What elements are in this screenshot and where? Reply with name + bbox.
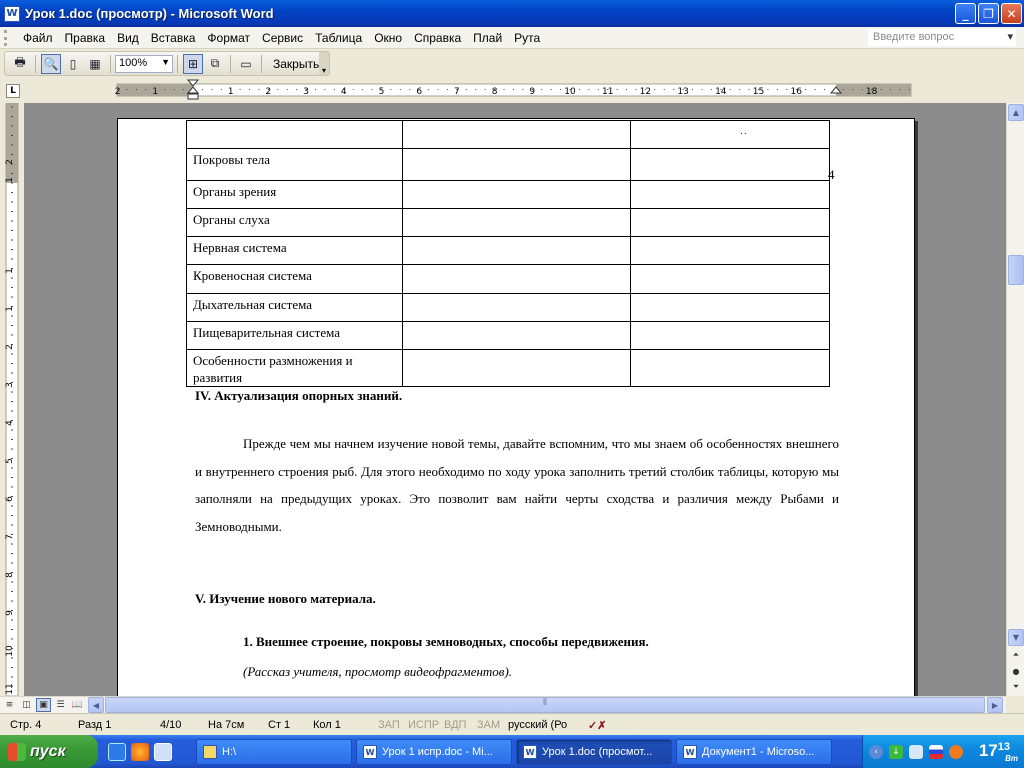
ruler-label: 6 [5, 496, 15, 502]
system-tray [862, 735, 1024, 768]
quicklaunch-explorer-icon[interactable] [108, 743, 126, 761]
ruler-label: 16 [790, 87, 802, 97]
taskbar-item-doc3[interactable] [676, 739, 832, 765]
print-preview-toolbar [0, 49, 1024, 77]
start-button[interactable] [0, 735, 98, 768]
close-preview-button[interactable]: Закрыть [273, 56, 320, 71]
menu-bar [0, 27, 1024, 49]
full-screen-icon[interactable]: ▭ [240, 56, 252, 71]
table-cell[interactable]: Органы зрения [187, 181, 403, 209]
table-cell[interactable] [631, 149, 830, 181]
table-cell[interactable] [403, 350, 631, 387]
task-label: Урок 1.doc (просмот... [542, 746, 653, 758]
table-row [187, 149, 830, 181]
ruler-label: 1 [5, 177, 15, 183]
table-cell[interactable] [631, 294, 830, 322]
zoom-value: 100% [119, 56, 148, 69]
menu-file[interactable]: Файл [23, 30, 53, 45]
menu-ruta[interactable]: Рута [514, 30, 541, 45]
status-extend[interactable]: ВДП [444, 719, 467, 731]
ruler-label: 1 [5, 268, 15, 274]
folder-icon [203, 745, 217, 759]
vertical-ruler[interactable] [0, 103, 24, 696]
ruler-label: 14 [715, 87, 727, 97]
scroll-right-button[interactable]: ▶ [987, 697, 1003, 713]
zoom-select[interactable] [115, 55, 173, 73]
table-row [187, 265, 830, 294]
ruler-label: 2 [114, 87, 121, 97]
spelling-status-icon[interactable]: ✓✗ [588, 720, 607, 732]
print-layout-icon[interactable]: ▣ [36, 698, 51, 712]
toolbar-options-icon[interactable]: ▾ [319, 52, 329, 75]
ruler-label: 8 [5, 572, 15, 578]
table-cell[interactable]: Покровы тела [187, 149, 403, 181]
scroll-left-button[interactable]: ◀ [88, 697, 104, 713]
quicklaunch-firefox-icon[interactable] [131, 743, 149, 761]
table-row [187, 121, 830, 149]
table-cell[interactable]: Особенности размножения и развития [187, 350, 403, 387]
ruler-label: 10 [5, 645, 15, 657]
ruler-label: 4 [5, 420, 15, 426]
taskbar-item-folder[interactable] [196, 739, 352, 765]
status-track-changes[interactable]: ИСПР [408, 719, 440, 731]
ask-question-input[interactable] [868, 29, 1016, 46]
ruler-label: 11 [5, 683, 15, 695]
table-row [187, 181, 830, 209]
subheading: 1. Внешнее строение, покровы земноводных, способы передвижения. [243, 634, 649, 649]
status-record[interactable]: ЗАП [378, 719, 400, 731]
comparison-table [186, 120, 830, 387]
multiple-pages-icon[interactable]: ▦ [89, 56, 101, 71]
ruler-label: 12 [639, 87, 652, 97]
menu-window[interactable]: Окно [374, 30, 403, 45]
table-cell[interactable] [631, 209, 830, 237]
ruler-label: 5 [5, 458, 15, 464]
table-dots: .. [740, 127, 748, 137]
ruler-label: 3 [303, 87, 309, 97]
table-cell[interactable] [403, 149, 631, 181]
previous-page-icon[interactable]: ⏶ [1012, 650, 1020, 659]
taskbar-item-doc1[interactable] [356, 739, 512, 765]
table-cell[interactable]: Кровеносная система [187, 265, 403, 294]
table-cell[interactable] [403, 294, 631, 322]
word-doc-icon: W [683, 745, 697, 759]
ruler-label: 10 [564, 87, 576, 97]
table-cell[interactable] [403, 181, 631, 209]
quicklaunch-desktop-icon[interactable] [154, 743, 172, 761]
table-row [187, 350, 830, 387]
horizontal-scrollbar[interactable] [0, 696, 1006, 713]
table-cell[interactable]: Нервная система [187, 237, 403, 265]
menu-view[interactable]: Вид [117, 30, 139, 45]
ruler-label: 13 [677, 87, 689, 97]
windows-logo-icon [8, 743, 26, 761]
scroll-up-button[interactable]: ▲ [1008, 104, 1024, 121]
table-cell[interactable]: Органы слуха [187, 209, 403, 237]
select-browse-object-icon[interactable]: ● [1012, 666, 1020, 676]
table-cell[interactable] [631, 237, 830, 265]
table-cell[interactable] [187, 121, 403, 149]
table-row [187, 237, 830, 265]
view-ruler-icon[interactable]: ⊞ [183, 54, 203, 74]
ruler-label: 1 [227, 87, 234, 97]
ruler-label: 8 [491, 87, 498, 97]
separator [177, 55, 178, 73]
ask-question-placeholder: Введите вопрос [873, 31, 955, 43]
clock[interactable] [978, 741, 1018, 763]
scroll-down-button[interactable]: ▼ [1008, 629, 1024, 646]
ruler-label: 1 [152, 87, 159, 97]
status-page: Стр. 4 [10, 719, 42, 731]
horizontal-scroll-thumb[interactable]: ⦀ [105, 697, 985, 713]
page-number: 4 [828, 167, 835, 182]
menu-grip-icon[interactable] [4, 30, 14, 46]
table-row [187, 209, 830, 237]
ruler-label: 11 [601, 87, 614, 97]
print-icon[interactable]: 🖶 [14, 55, 26, 69]
ruler-label: 7 [5, 534, 15, 540]
taskbar [0, 735, 1024, 768]
tray-app-icon[interactable] [949, 745, 963, 759]
scroll-corner [1006, 696, 1024, 713]
status-column: Кол 1 [313, 719, 341, 731]
magnifier-icon[interactable]: 🔍 [41, 54, 61, 74]
task-label: H:\ [222, 746, 237, 758]
table-cell[interactable] [631, 265, 830, 294]
document-page[interactable] [117, 118, 915, 696]
menu-edit[interactable]: Правка [64, 30, 106, 45]
status-section: Разд 1 [78, 719, 112, 731]
restore-button[interactable]: ❐ [978, 3, 999, 24]
ruler-label: 18 [865, 87, 878, 97]
menu-insert[interactable]: Вставка [150, 30, 196, 45]
task-label: Документ1 - Microso... [702, 746, 815, 758]
one-page-icon[interactable]: ▯ [69, 56, 77, 71]
menu-tools[interactable]: Сервис [262, 30, 304, 45]
reading-layout-icon[interactable]: 📖 [71, 700, 84, 710]
horizontal-ruler-scale [0, 77, 1024, 103]
left-indent-marker [188, 94, 198, 99]
vertical-ruler-scale [0, 103, 24, 696]
vertical-scroll-thumb[interactable] [1008, 255, 1024, 285]
status-position: На 7см [208, 719, 245, 731]
clock-day: Вт [1005, 754, 1018, 763]
status-language: русский (Ро [508, 719, 568, 731]
document-area[interactable] [24, 103, 1006, 696]
outline-view-icon[interactable]: ☰ [56, 700, 65, 710]
chevron-down-icon[interactable]: ▾ [1007, 31, 1013, 43]
title-bar[interactable] [0, 0, 1024, 27]
ruler-label: 2 [5, 159, 15, 165]
clock-hour: 17 [978, 741, 998, 760]
separator [261, 55, 262, 73]
ruler-label: 5 [378, 87, 385, 97]
ruler-label: 6 [416, 87, 423, 97]
body-paragraph: Прежде чем мы начнем изучение новой темы, давайте вспомним, что мы знаем об особенностях внешнего и внутреннего строения рыб. Для этого необходимо по ходу урока заполнить третий столбик таблицы, которую мы заполняли на предыдущих уроках. Это позволит вам найти черты сходства и различия между Рыбами и Земноводными. [195, 436, 839, 534]
task-label: Урок 1 испр.doc - Mi... [382, 746, 493, 758]
tray-download-icon[interactable]: ↓ [889, 745, 903, 759]
table-row [187, 322, 830, 350]
italic-note: (Рассказ учителя, просмотр видеофрагментов). [243, 664, 513, 679]
status-line: Ст 1 [268, 719, 291, 731]
menu-format[interactable]: Формат [207, 30, 251, 45]
normal-view-icon[interactable]: ≡ [5, 700, 14, 710]
chevron-down-icon[interactable]: ▼ [161, 56, 170, 67]
ruler-label: 1 [5, 306, 15, 312]
ruler-label: 2 [265, 87, 272, 97]
ruler-label: 4 [340, 87, 347, 97]
horizontal-ruler[interactable] [0, 77, 1024, 103]
table-cell[interactable]: Дыхательная система [187, 294, 403, 322]
next-page-icon[interactable]: ⏷ [1012, 682, 1020, 691]
status-bar [0, 713, 1024, 735]
heading-section-4: IV. Актуализация опорных знаний. [195, 388, 403, 403]
word-doc-icon: W [523, 745, 537, 759]
tray-language-icon[interactable] [929, 745, 943, 759]
table-cell[interactable] [631, 350, 830, 387]
clock-minutes: 13 [997, 741, 1010, 753]
word-app-icon[interactable]: W [4, 6, 20, 22]
menu-play[interactable]: Плай [473, 30, 503, 45]
status-overtype[interactable]: ЗАМ [477, 719, 501, 731]
menu-table[interactable]: Таблица [315, 30, 363, 45]
ruler-label: 9 [5, 610, 15, 616]
table-cell[interactable] [631, 322, 830, 350]
table-cell[interactable]: Пищеварительная система [187, 322, 403, 350]
ruler-label: 2 [5, 344, 15, 350]
start-label: пуск [30, 742, 66, 760]
table-cell[interactable] [403, 121, 631, 149]
window-title: Урок 1.doc (просмотр) - Microsoft Word [25, 6, 274, 21]
table-cell[interactable] [403, 322, 631, 350]
ruler-label: 7 [454, 87, 460, 97]
ruler-label: 15 [752, 87, 765, 97]
ruler-label: 9 [529, 87, 536, 97]
separator [35, 55, 36, 73]
minimize-button[interactable]: _ [955, 3, 976, 24]
word-doc-icon: W [363, 745, 377, 759]
status-pages: 4/10 [160, 719, 182, 731]
separator [110, 55, 111, 73]
table-row [187, 294, 830, 322]
close-window-button[interactable]: ✕ [1001, 3, 1022, 24]
vertical-scrollbar[interactable] [1006, 103, 1024, 696]
table-cell[interactable] [403, 209, 631, 237]
tray-network-icon[interactable] [909, 745, 923, 759]
heading-section-5: V. Изучение нового материала. [195, 591, 376, 606]
table-cell[interactable] [631, 181, 830, 209]
table-cell[interactable] [403, 265, 631, 294]
tray-expand-icon[interactable]: ‹ [869, 745, 883, 759]
ruler-label: 3 [5, 382, 15, 388]
tab-stop-selector-icon[interactable]: L [6, 84, 20, 98]
separator [230, 55, 231, 73]
table-cell[interactable] [403, 237, 631, 265]
taskbar-item-doc2[interactable] [516, 739, 672, 765]
web-layout-icon[interactable]: ◫ [22, 700, 31, 710]
menu-help[interactable]: Справка [414, 30, 462, 45]
shrink-to-fit-icon[interactable]: ⧉ [210, 56, 220, 70]
